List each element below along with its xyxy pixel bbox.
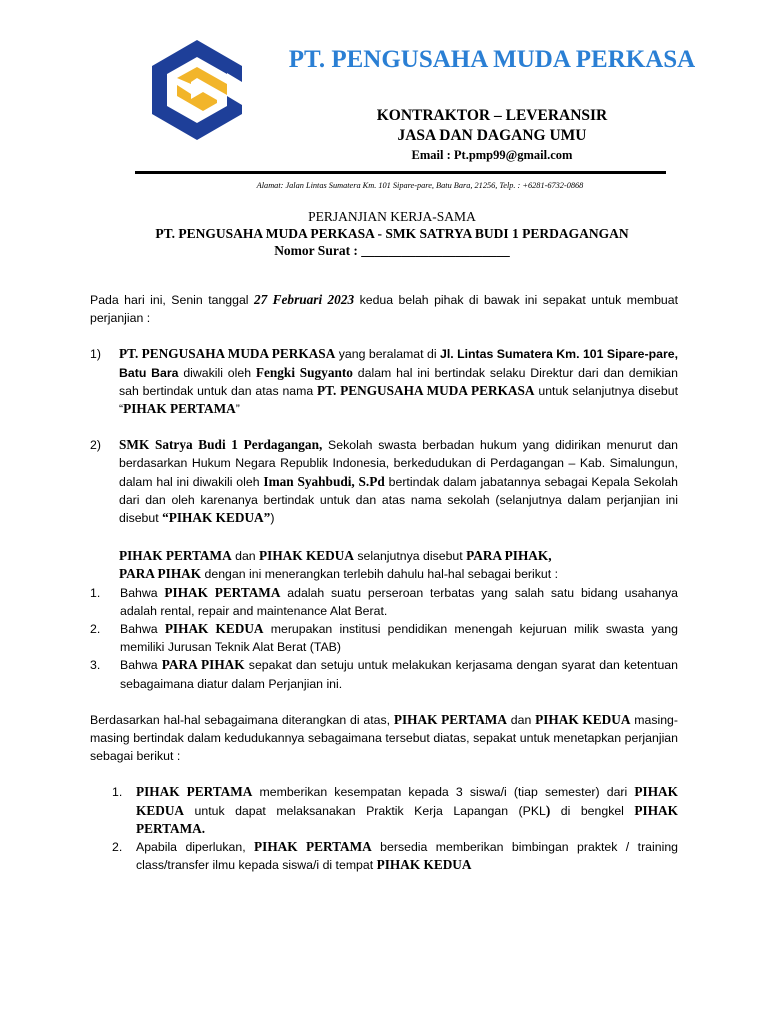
party-name: PT. PENGUSAHA MUDA PERKASA	[119, 346, 336, 362]
party-item	[90, 436, 678, 527]
term-party: PIHAK KEDUA	[136, 784, 678, 818]
party-address: Jl. Lintas Sumatera Km. 101 Sipare-pare, Batu Bara	[119, 347, 678, 380]
basis-text: Berdasarkan hal-hal sebagaimana diterangkan di atas,	[90, 712, 394, 727]
agreement-title: PERJANJIAN KERJA-SAMA	[308, 209, 476, 224]
recital-item-number: 1.	[90, 585, 101, 600]
term-party: PIHAK KEDUA	[376, 857, 472, 873]
business-line-1: KONTRAKTOR – LEVERANSIR	[376, 107, 608, 124]
basis-term: PIHAK KEDUA	[535, 711, 631, 727]
basis-paragraph	[90, 711, 678, 766]
recital-term: PARA PIHAK	[119, 566, 202, 582]
party-text: Sekolah swasta berbadan hukum yang didirikan menurut dan berdasarkan Hukum Negara Republik Indonesia, berkedudukan di Perdagangan – Kab. Simalungun, dalam hal ini diwakili oleh	[119, 438, 679, 489]
recital-line	[90, 547, 678, 565]
recital-item	[90, 584, 678, 620]
recital-text: dengan ini menerangkan terlebih dahulu hal-hal sebagai berikut :	[201, 567, 558, 582]
recital-text: selanjutnya disebut	[353, 549, 467, 564]
term-number: 2.	[112, 840, 123, 855]
basis-text: dan	[506, 712, 536, 727]
recital-item-text: adalah suatu perseroan terbatas yang salah satu bidang usahanya adalah rental, repair and maintenance Alat Berat.	[120, 585, 678, 618]
term-item	[90, 783, 678, 838]
basis-term: PIHAK PERTAMA	[393, 711, 507, 727]
term-party: PIHAK PERTAMA	[254, 839, 372, 855]
party-text: yang beralamat di	[335, 347, 440, 362]
recital-term: PARA PIHAK,	[466, 548, 552, 564]
term-party: PIHAK PERTAMA.	[136, 802, 678, 836]
company-address: Alamat: Jalan Lintas Sumatera Km. 101 Sipare-pare, Batu Bara, 21256, Telp. : +6281-6732-0868	[256, 181, 584, 190]
intro-text: Pada hari ini, Senin tanggal	[90, 293, 254, 307]
term-text: Apabila diperlukan,	[136, 840, 255, 855]
recital-term: PIHAK KEDUA	[259, 548, 354, 564]
party-representative: Iman Syahbudi, S.Pd	[263, 473, 385, 489]
recital-item-text: Bahwa	[120, 622, 165, 637]
recital-item-text: sepakat dan setuju untuk melakukan kerjasama dengan syarat dan ketentuan sebagaimana diatur dalam Perjanjian ini.	[120, 658, 678, 691]
recital-item-number: 2.	[90, 622, 101, 637]
business-line-2: JASA DAN DAGANG UMU	[397, 127, 587, 144]
party-text: bertindak dalam jabatannya sebagai Kepala Sekolah dari dan oleh karenanya bertindak untuk dan atas nama sekolah (selanjutnya dalam perjanjian ini disebut	[119, 474, 678, 526]
party-text: diwakili oleh	[178, 365, 256, 380]
party-text: dalam hal ini bertindak selaku Direktur dari dan demikian sah bertindak untuk dan atas nama	[119, 365, 678, 398]
intro-paragraph	[90, 291, 678, 327]
recital-item-text: merupakan institusi pendidikan menengah kejuruan milik swasta yang memiliki Jurusan Teknik Alat Berat (TAB)	[120, 622, 678, 655]
recital-item-term: PARA PIHAK	[161, 657, 245, 673]
party-alias: PIHAK PERTAMA	[123, 401, 236, 417]
recital-line	[90, 565, 678, 583]
term-text: di bengkel	[550, 803, 635, 818]
letter-number: Nomor Surat : ______________________	[274, 243, 510, 258]
term-party: PIHAK PERTAMA	[136, 784, 253, 800]
recital-text: dan	[231, 549, 260, 564]
party-text: ”	[235, 402, 240, 417]
term-text: untuk dapat melaksanakan Praktik Kerja Lapangan (PKL	[184, 803, 546, 818]
company-email: Email : Pt.pmp99@gmail.com	[411, 148, 573, 162]
party-number: 2)	[90, 438, 101, 453]
party-alias: “PIHAK KEDUA”	[162, 510, 271, 526]
party-item	[90, 345, 678, 418]
party-name: SMK Satrya Budi 1 Perdagangan,	[119, 437, 323, 453]
recital-item-term: PIHAK KEDUA	[164, 621, 264, 637]
term-text: memberikan kesempatan kepada 3 siswa/i (tiap semester) dari	[252, 785, 635, 800]
term-text: )	[545, 802, 551, 818]
agreement-body	[90, 291, 678, 874]
term-number: 1.	[112, 785, 123, 800]
recital-item	[90, 620, 678, 656]
term-text: bersedia memberikan bimbingan praktek / training class/transfer ilmu kepada siswa/i di tempat	[136, 840, 678, 873]
party-name: PT. PENGUSAHA MUDA PERKASA	[317, 382, 535, 398]
basis-text: masing-masing bertindak dalam kedudukannya sebagaimana tersebut diatas, sepakat untuk menetapkan perjanjian sebagai berikut :	[90, 712, 678, 764]
party-text: untuk selanjutnya disebut “	[119, 383, 678, 417]
recital-item-text: Bahwa	[120, 658, 162, 673]
party-representative: Fengki Sugyanto	[255, 364, 353, 380]
party-number: 1)	[90, 347, 101, 362]
company-s-logo-icon	[150, 38, 244, 142]
term-item	[90, 838, 678, 874]
party-text: )	[270, 511, 275, 526]
recital-item-term: PIHAK PERTAMA	[164, 584, 281, 600]
recital-item	[90, 656, 678, 692]
intro-text-end: kedua belah pihak di bawak ini sepakat untuk membuat perjanjian :	[90, 293, 678, 326]
letterhead-divider	[135, 171, 666, 174]
company-name: PT. PENGUSAHA MUDA PERKASA	[288, 46, 696, 73]
recital-term: PIHAK PERTAMA	[119, 548, 232, 564]
agreement-date: 27 Februari 2023	[254, 292, 355, 307]
recital-item-text: Bahwa	[120, 585, 165, 600]
agreement-parties-title: PT. PENGUSAHA MUDA PERKASA - SMK SATRYA BUDI 1 PERDAGANGAN	[155, 226, 629, 241]
recital-item-number: 3.	[90, 658, 101, 673]
